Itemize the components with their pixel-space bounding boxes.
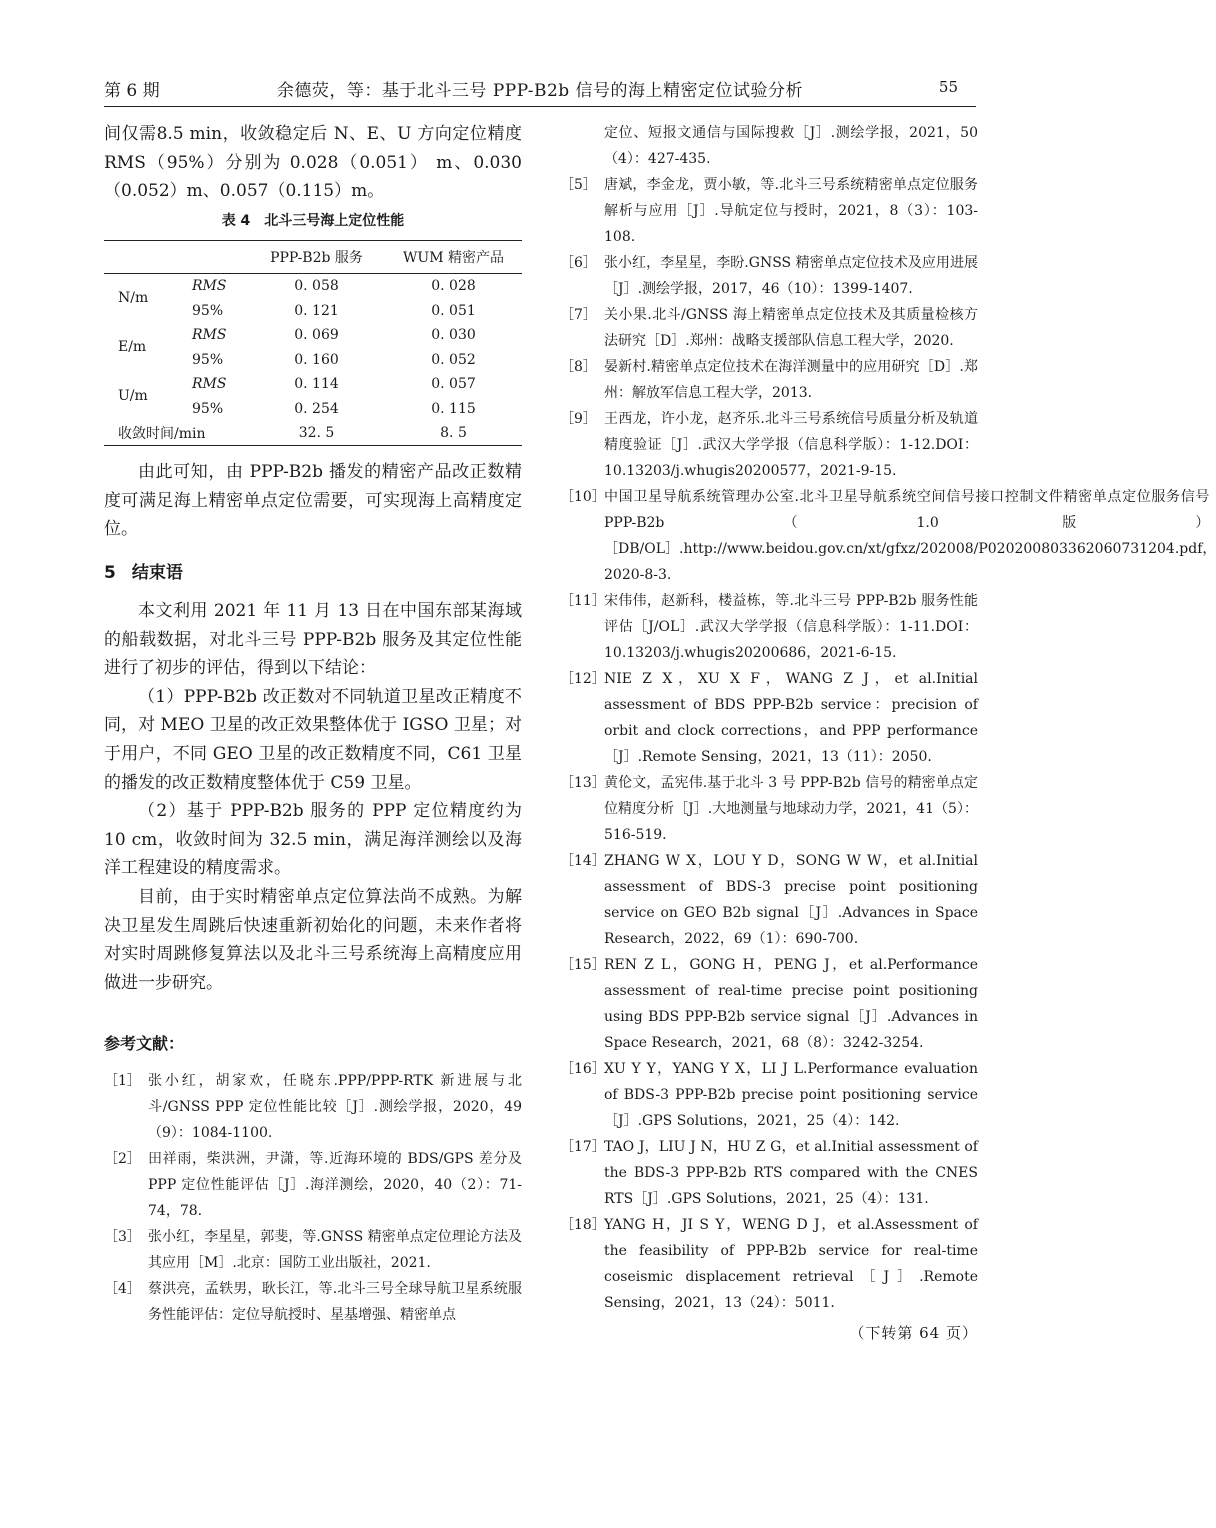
reference-item xyxy=(560,250,978,302)
reference-item xyxy=(560,588,978,666)
reference-item xyxy=(560,770,978,848)
reference-number: ［10］ xyxy=(560,489,606,505)
after-table-paragraph: 由此可知，由 PPP-B2b 播发的精密产品改正数精度可满足海上精密单点定位需要，可实现海上高精度定位。 xyxy=(104,462,522,540)
reference-item xyxy=(560,484,1216,588)
wum-cell: 0. 057 xyxy=(431,376,476,393)
table-header-row xyxy=(104,240,522,273)
reference-item xyxy=(560,1056,978,1134)
wum-cell: 0. 030 xyxy=(431,327,476,344)
conclusion-paragraph: （2）基于 PPP-B2b 服务的 PPP 定位精度约为 10 cm，收敛时间为 32.5 min，满足海洋测绘以及海洋工程建设的精度需求。 xyxy=(104,801,522,879)
stat-cell: RMS xyxy=(192,327,227,344)
b2b-cell: 0. 069 xyxy=(294,327,339,344)
reference-item xyxy=(104,1068,522,1146)
table-caption: 表 4 北斗三号海上定位性能 xyxy=(221,212,405,229)
reference-item xyxy=(560,952,978,1056)
reference-number: ［1］ xyxy=(104,1073,141,1090)
table-row-convergence xyxy=(104,421,522,446)
reference-number: ［9］ xyxy=(560,411,597,427)
reference-number: ［2］ xyxy=(104,1151,141,1168)
reference-text: 中国卫星导航系统管理办公室.北斗卫星导航系统空间信号接口控制文件精密单点定位服务信号 PPP-B2b（1.0 版）［DB/OL］.http://www.beidou.gov.cn/xt/gfxz/202008/P020200803362060731204.pdf，2020-8-3. xyxy=(604,489,1216,583)
reference-number: ［4］ xyxy=(104,1281,141,1298)
convergence-label: 收敛时间/min xyxy=(104,421,248,446)
b2b-cell: 0. 058 xyxy=(294,278,339,295)
reference-text: 张小红，李星星，郭斐，等.GNSS 精密单点定位理论方法及其应用［M］.北京：国防工业出版社，2021. xyxy=(148,1229,522,1272)
reference-number: ［14］ xyxy=(560,853,606,869)
reference-number: ［17］ xyxy=(560,1139,606,1155)
b2b-cell: 0. 254 xyxy=(294,400,339,417)
group-cell: E/m xyxy=(118,339,147,356)
reference-text: YANG H，JI S Y，WENG D J，et al.Assessment of the feasibility of PPP-B2b service for real-time coseismic displacement retrieval［J］.Remote Sensing，2021，13（24）：5011. xyxy=(604,1217,978,1311)
stat-cell: 95% xyxy=(192,351,224,368)
reference-item xyxy=(560,302,978,354)
reference-text: 蔡洪亮，孟轶男，耿长江，等.北斗三号全球导航卫星系统服务性能评估：定位导航授时、星基增强、精密单点 xyxy=(148,1281,522,1324)
reference-item xyxy=(560,406,978,484)
reference-item xyxy=(560,666,978,770)
reference-text: 宋伟伟，赵新科，楼益栋，等.北斗三号 PPP-B2b 服务性能评估［J/OL］.武汉大学学报（信息科学版）：1-11.DOI：10.13203/j.whugis20200686，2021-6-15. xyxy=(604,593,978,661)
conclusion-paragraph: 本文利用 2021 年 11 月 13 日在中国东部某海域的船载数据，对北斗三号 PPP-B2b 服务及其定位性能进行了初步的评估，得到以下结论： xyxy=(104,601,522,679)
wum-cell: 0. 051 xyxy=(431,302,476,319)
reference-text: XU Y Y，YANG Y X，LI J L.Performance evaluation of BDS-3 PPP-B2b precise point positioning service［J］.GPS Solutions，2021，25（4）：142. xyxy=(604,1061,978,1129)
wum-cell: 0. 115 xyxy=(431,400,476,417)
wum-cell: 8. 5 xyxy=(385,421,522,446)
b2b-cell: 0. 160 xyxy=(294,351,339,368)
conclusion-paragraph: （1）PPP-B2b 改正数对不同轨道卫星改正精度不同，对 MEO 卫星的改正效果整体优于 IGSO 卫星；对于用户，不同 GEO 卫星的改正数精度不同，C61 卫星的播发的改正数精度整体优于 C59 卫星。 xyxy=(104,686,522,793)
reference-text: 田祥雨，柴洪洲，尹潇，等.近海环境的 BDS/GPS 差分及 PPP 定位性能评估［J］.海洋测绘，2020，40（2）：71-74，78. xyxy=(148,1151,522,1220)
page-number: 55 xyxy=(938,78,958,96)
right-column xyxy=(560,120,1216,1343)
reference-number: ［5］ xyxy=(560,177,597,193)
reference-item xyxy=(560,848,978,952)
group-cell: N/m xyxy=(118,290,149,307)
col-header-wum: WUM 精密产品 xyxy=(385,240,522,273)
reference-number: ［15］ xyxy=(560,957,606,973)
table-row xyxy=(104,273,522,298)
section-title: 结束语 xyxy=(131,563,183,584)
reference-text: ZHANG W X，LOU Y D，SONG W W，et al.Initial assessment of BDS-3 precise point positioning service on GEO B2b signal［J］.Advances in Space Research，2022，69（1）：690-700. xyxy=(604,853,978,947)
reference-item xyxy=(104,1146,522,1224)
reference-item xyxy=(104,1276,522,1328)
b2b-cell: 0. 121 xyxy=(294,302,339,319)
reference-text: 唐斌，李金龙，贾小敏，等.北斗三号系统精密单点定位服务解析与应用［J］.导航定位与授时，2021，8（3）：103-108. xyxy=(604,177,978,245)
reference-number: ［6］ xyxy=(560,255,597,271)
page-header xyxy=(104,72,976,107)
section-number: 5 xyxy=(104,563,116,584)
group-cell: U/m xyxy=(118,388,148,405)
reference-item xyxy=(104,1224,522,1276)
conclusion-paragraph: 目前，由于实时精密单点定位算法尚不成熟。为解决卫星发生周跳后快速重新初始化的问题，未来作者将对实时周跳修复算法以及北斗三号系统海上高精度应用做进一步研究。 xyxy=(104,887,522,993)
table-row xyxy=(104,323,522,348)
reference-number: ［3］ xyxy=(104,1229,141,1246)
references-heading: 参考文献： xyxy=(104,1034,185,1054)
reference-continuation: 定位、短报文通信与国际搜救［J］.测绘学报，2021，50（4）：427-435. xyxy=(604,125,978,167)
stat-cell: 95% xyxy=(192,302,224,319)
reference-text: 王西龙，许小龙，赵齐乐.北斗三号系统信号质量分析及轨道精度验证［J］.武汉大学学报（信息科学版）：1-12.DOI：10.13203/j.whugis20200577，2021-9-15. xyxy=(604,411,978,479)
wum-cell: 0. 028 xyxy=(431,278,476,295)
reference-text: 张小红，李星星，李盼.GNSS 精密单点定位技术及应用进展［J］.测绘学报，2017，46（10）：1399-1407. xyxy=(604,255,978,297)
section-heading xyxy=(104,558,522,583)
stat-cell: RMS xyxy=(192,278,227,295)
reference-number: ［12］ xyxy=(560,671,606,687)
reference-number: ［13］ xyxy=(560,775,606,791)
b2b-cell: 0. 114 xyxy=(294,376,339,393)
reference-text: 黄伦文，孟宪伟.基于北斗 3 号 PPP-B2b 信号的精密单点定位精度分析［J］.大地测量与地球动力学，2021，41（5）：516-519. xyxy=(604,775,978,843)
reference-item xyxy=(560,172,978,250)
issue-label: 第 6 期 xyxy=(104,81,160,101)
reference-number: ［8］ xyxy=(560,359,597,375)
left-column xyxy=(104,120,522,1328)
continued-note: （下转第 64 页） xyxy=(849,1324,978,1342)
reference-number: ［16］ xyxy=(560,1061,606,1077)
reference-item xyxy=(560,354,978,406)
table-row xyxy=(104,372,522,397)
reference-text: NIE Z X，XU X F，WANG Z J，et al.Initial assessment of BDS PPP-B2b service：precision of orbit and clock corrections，and PPP performance［J］.Remote Sensing，2021，13（11）：2050. xyxy=(604,671,978,765)
reference-text: REN Z L，GONG H，PENG J，et al.Performance assessment of real-time precise point positioning using BDS PPP-B2b service signal［J］.Advances in Space Research，2021，68（8）：3242-3254. xyxy=(604,957,978,1051)
reference-text: 关小果.北斗/GNSS 海上精密单点定位技术及其质量检核方法研究［D］.郑州：战略支援部队信息工程大学，2020. xyxy=(604,307,978,349)
intro-paragraph: 间仅需8.5 min，收敛稳定后 N、E、U 方向定位精度 RMS（95%）分别为 0.028（0.051） m、0.030（0.052）m、0.057（0.115）m。 xyxy=(104,124,522,202)
reference-text: 张小红，胡家欢，任晓东.PPP/PPP-RTK 新进展与北斗/GNSS PPP 定位性能比较［J］.测绘学报，2020，49（9）：1084-1100. xyxy=(148,1073,522,1142)
stat-cell: RMS xyxy=(192,376,227,393)
b2b-cell: 32. 5 xyxy=(248,421,385,446)
stat-cell: 95% xyxy=(192,400,224,417)
reference-number: ［11］ xyxy=(560,593,606,609)
col-header-b2b: PPP-B2b 服务 xyxy=(248,240,385,273)
reference-item xyxy=(560,1134,978,1212)
wum-cell: 0. 052 xyxy=(431,351,476,368)
reference-number: ［7］ xyxy=(560,307,597,323)
reference-text: TAO J，LIU J N，HU Z G，et al.Initial assessment of the BDS-3 PPP-B2b RTS compared with the CNES RTS［J］.GPS Solutions，2021，25（4）：131. xyxy=(604,1139,978,1207)
reference-item xyxy=(560,1212,978,1316)
reference-text: 晏新村.精密单点定位技术在海洋测量中的应用研究［D］.郑州：解放军信息工程大学，2013. xyxy=(604,359,978,401)
running-title: 余德荧，等：基于北斗三号 PPP-B2b 信号的海上精密定位试验分析 xyxy=(276,81,804,101)
performance-table xyxy=(104,240,522,447)
reference-number: ［18］ xyxy=(560,1217,606,1233)
